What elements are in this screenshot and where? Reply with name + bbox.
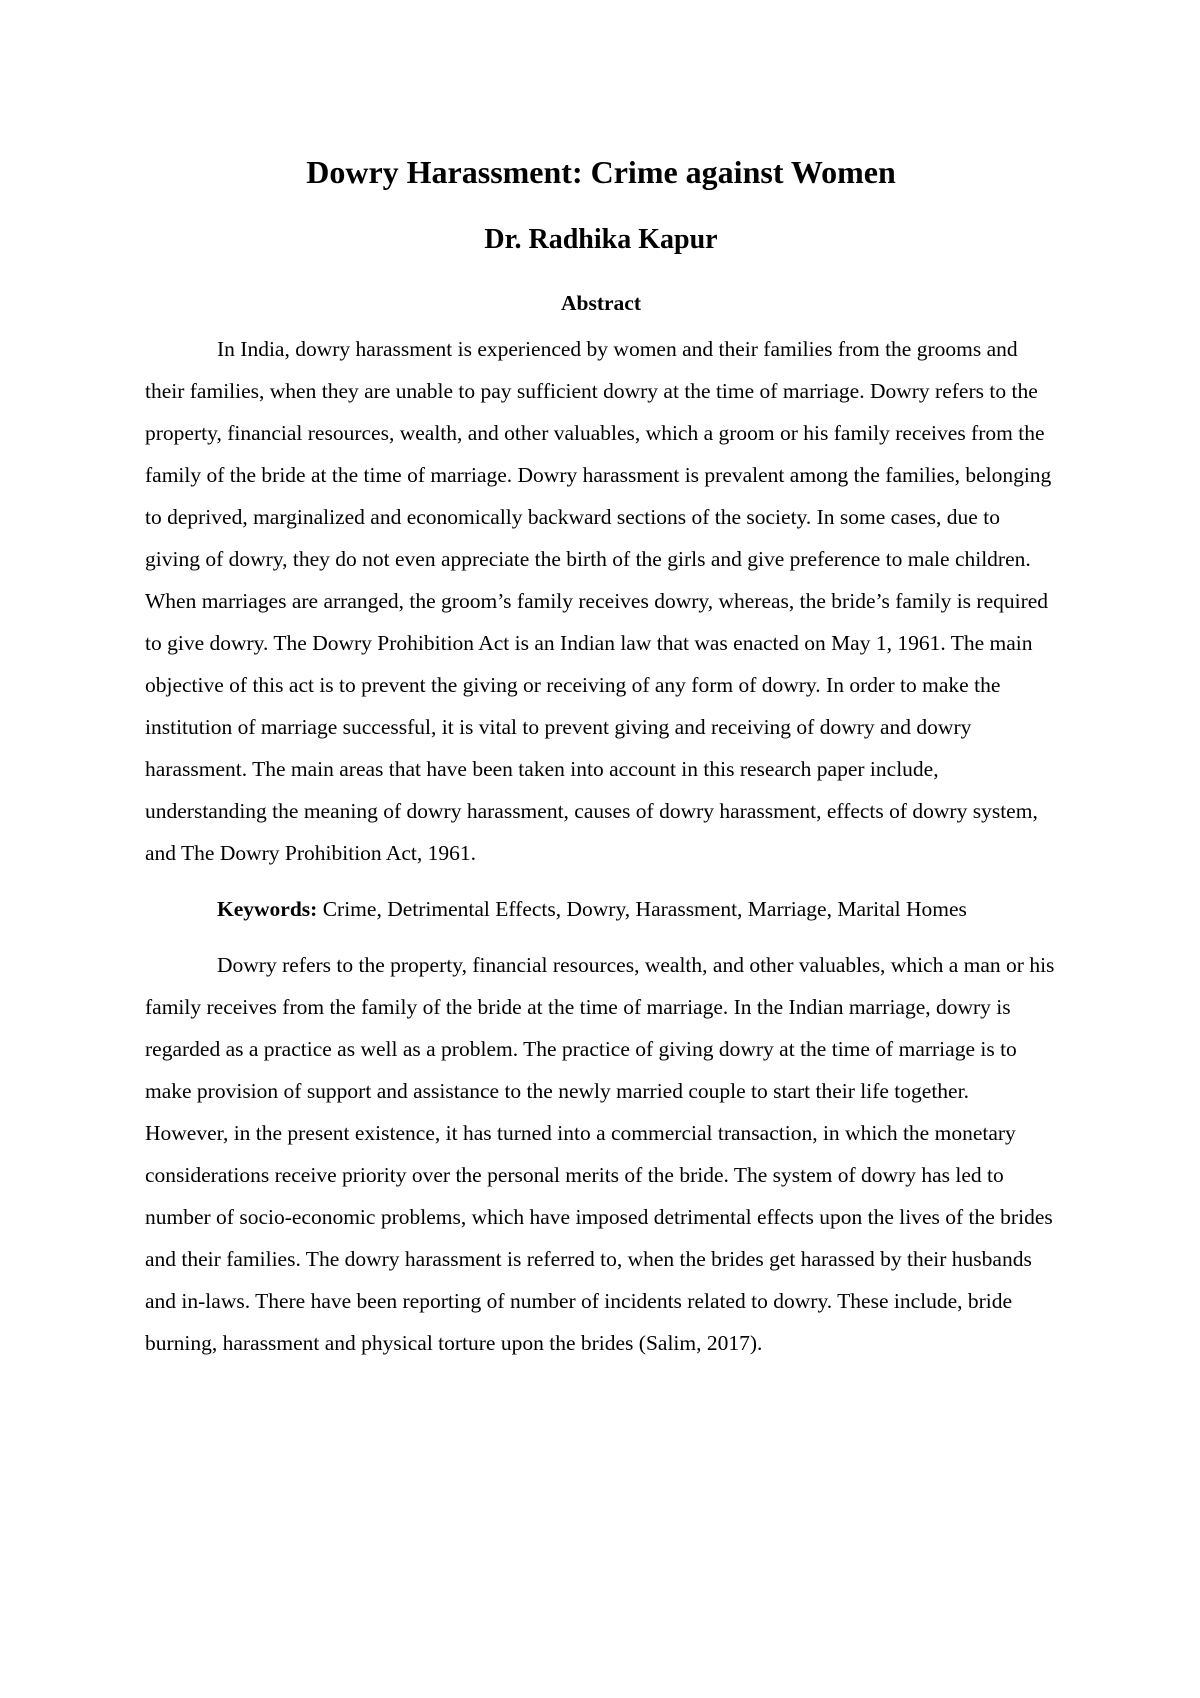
paper-title: Dowry Harassment: Crime against Women: [306, 154, 896, 190]
body-paragraph: Dowry refers to the property, financial resources, wealth, and other valuables, which a man or his family receives from the family of the bride at the time of marriage. In the Indian marriage, dowry is regarded as a practice as well as a problem. The practice of giving dowry at the time of marriage is to make provision of support and assistance to the newly married couple to start their life together. However, in the present existence, it has turned into a commercial transaction, in which the monetary considerations receive priority over the personal merits of the bride. The system of dowry has led to number of socio-economic problems, which have imposed detrimental effects upon the lives of the brides and their families. The dowry harassment is referred to, when the brides get harassed by their husbands and in-laws. There have been reporting of number of incidents related to dowry. These include, bride burning, harassment and physical torture upon the brides (Salim, 2017).: [145, 953, 1055, 1355]
paper-author: Dr. Radhika Kapur: [484, 224, 718, 255]
keywords-text: Crime, Detrimental Effects, Dowry, Harassment, Marriage, Marital Homes: [322, 897, 967, 921]
keywords-label: Keywords:: [217, 897, 318, 921]
abstract-paragraph: In India, dowry harassment is experienced by women and their families from the grooms and their families, when they are unable to pay sufficient dowry at the time of marriage. Dowry refers to the property, financial resources, wealth, and other valuables, which a groom or his family receives from the family of the bride at the time of marriage. Dowry harassment is prevalent among the families, belonging to deprived, marginalized and economically backward sections of the society. In some cases, due to giving of dowry, they do not even appreciate the birth of the girls and give preference to male children. When marriages are arranged, the groom’s family receives dowry, whereas, the bride’s family is required to give dowry. The Dowry Prohibition Act is an Indian law that was enacted on May 1, 1961. The main objective of this act is to prevent the giving or receiving of any form of dowry. In order to make the institution of marriage successful, it is vital to prevent giving and receiving of dowry and dowry harassment. The main areas that have been taken into account in this research paper include, understanding the meaning of dowry harassment, causes of dowry harassment, effects of dowry system, and The Dowry Prohibition Act, 1961.: [145, 337, 1052, 865]
keywords-line: [145, 888, 1057, 930]
paper-page: [145, 140, 1057, 1364]
abstract-heading: Abstract: [560, 291, 641, 315]
